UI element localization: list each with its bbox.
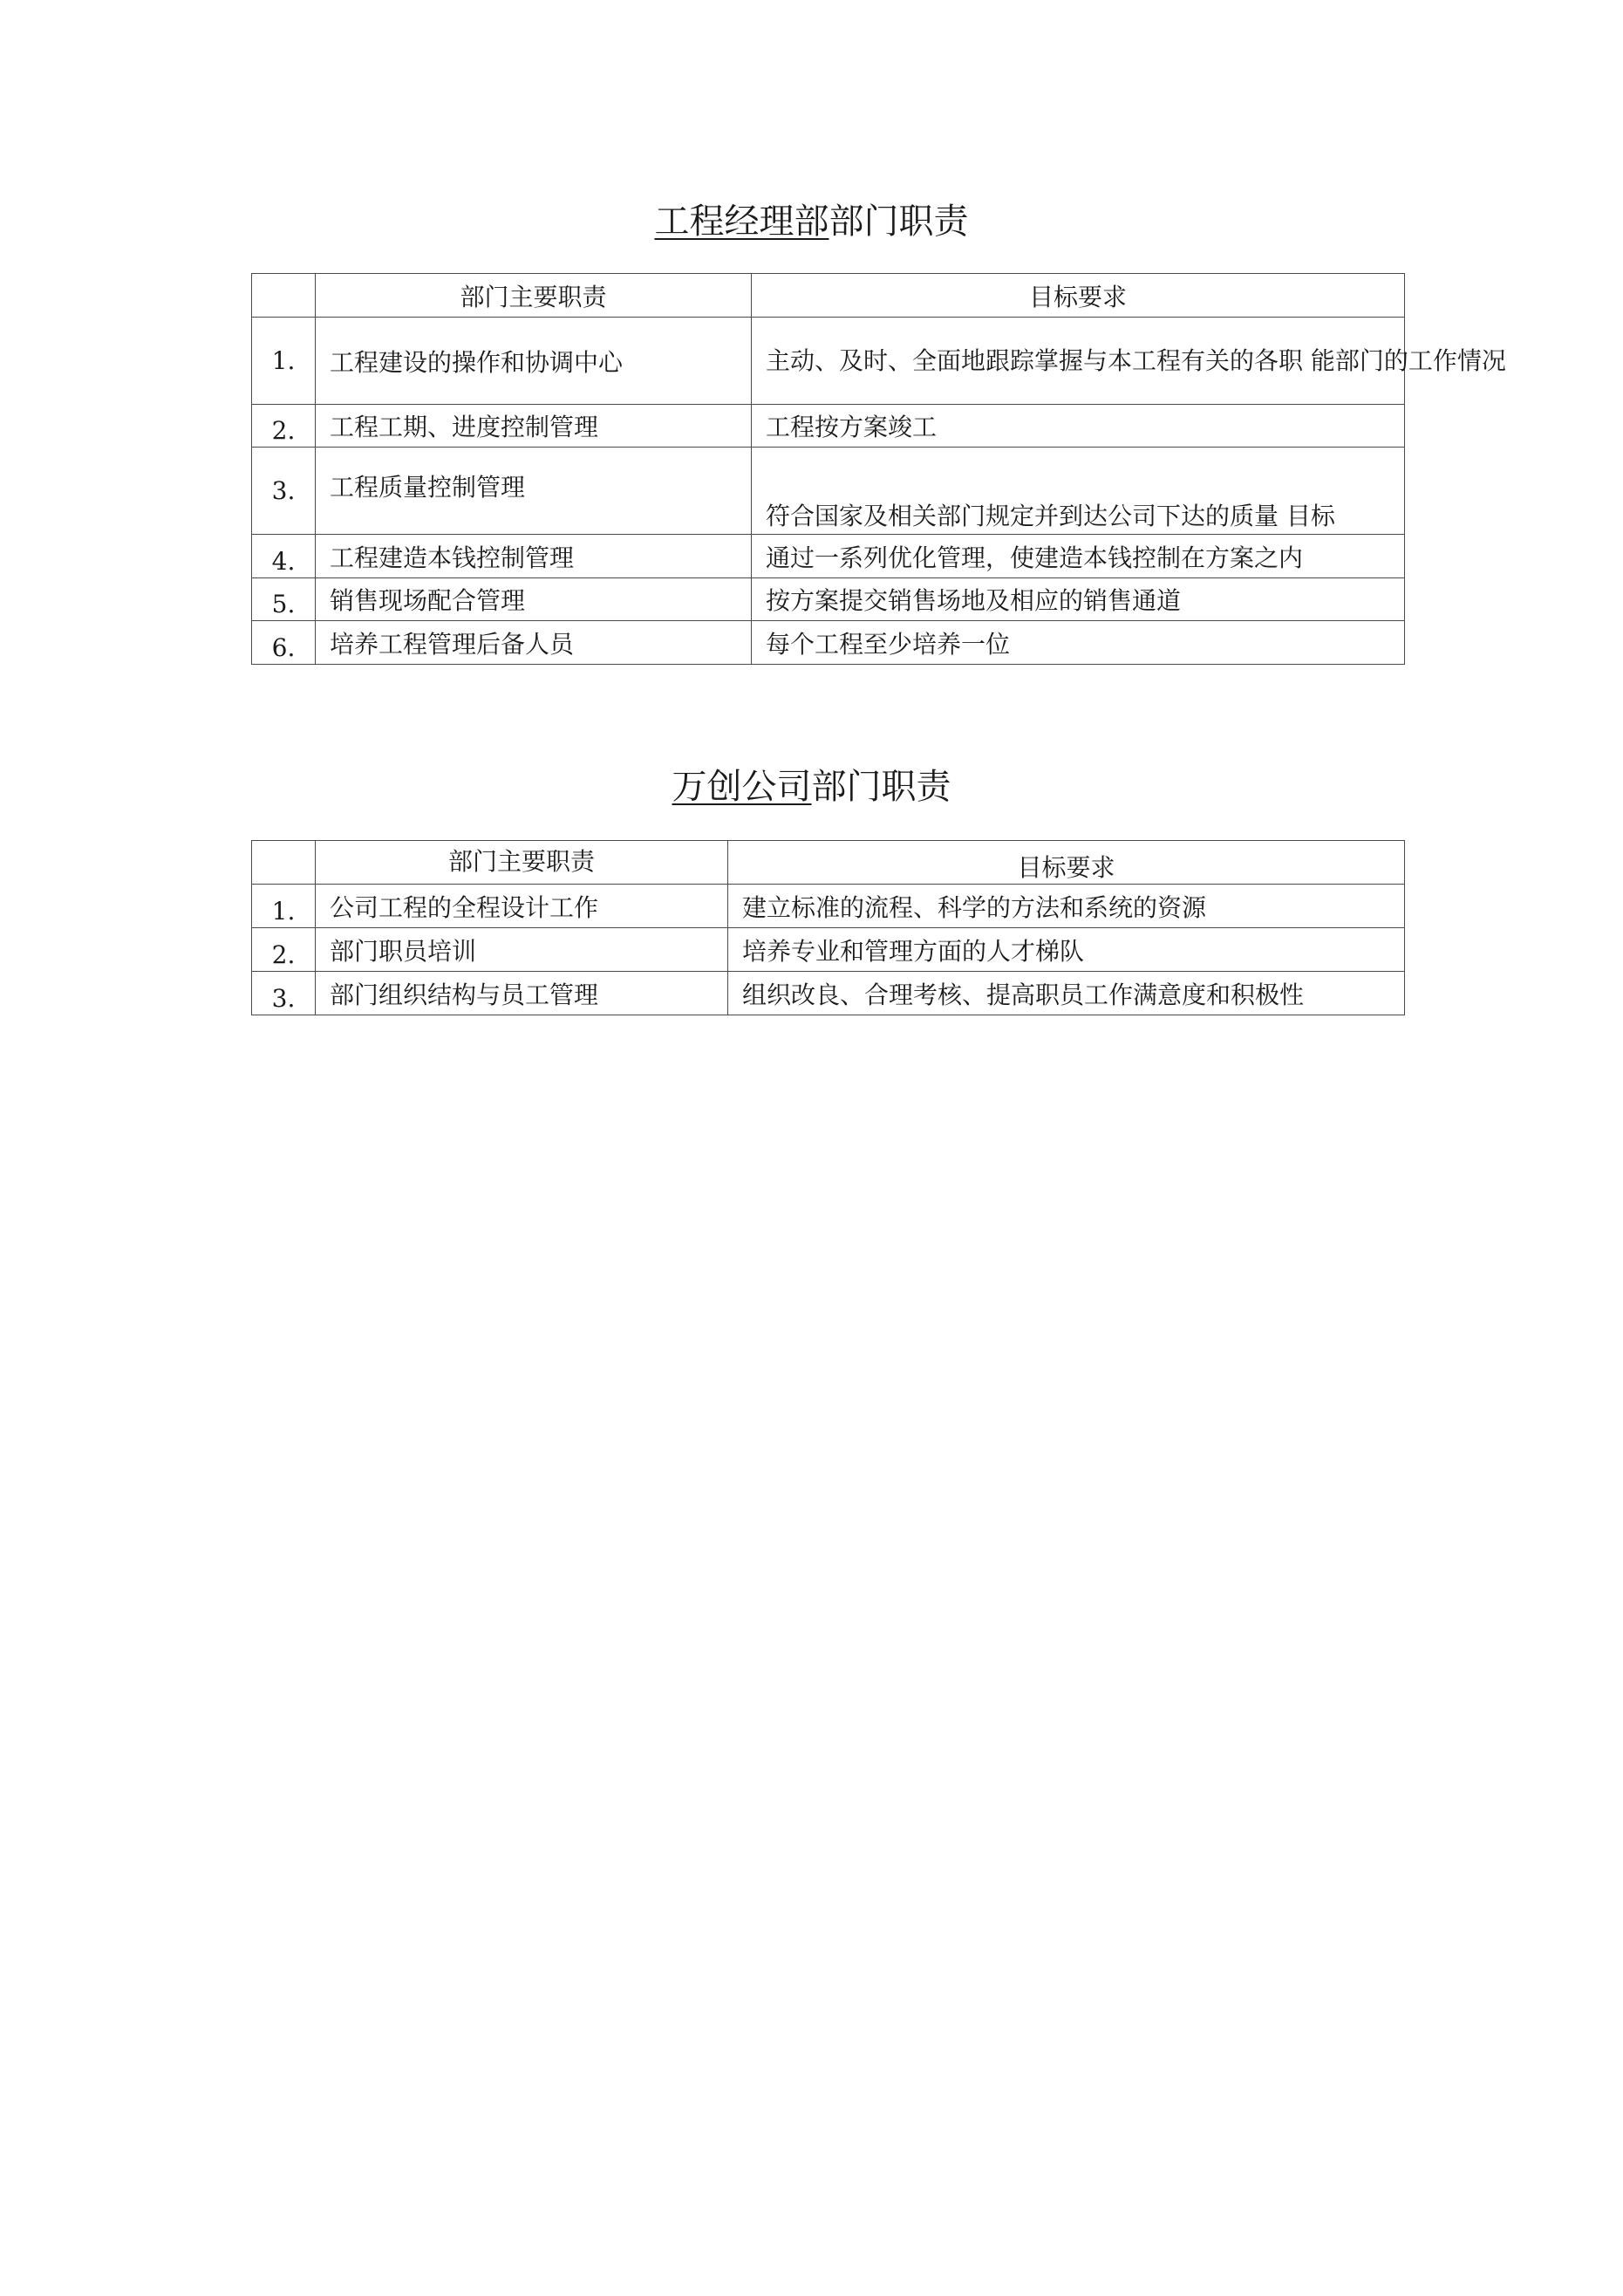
row-num: 1.	[252, 885, 316, 928]
row-goal: 每个工程至少培养一位	[752, 621, 1405, 665]
row-duty: 部门组织结构与员工管理	[316, 972, 728, 1015]
table-row	[252, 405, 1405, 448]
row-duty: 工程质量控制管理	[316, 448, 752, 535]
header-goal: 目标要求	[728, 841, 1405, 885]
section1-title-underlined: 工程经理部	[654, 202, 829, 242]
table-header-row	[252, 274, 1405, 318]
row-goal: 建立标准的流程、科学的方法和系统的资源	[728, 885, 1405, 928]
header-goal: 目标要求	[752, 274, 1405, 318]
section2-duty-table	[251, 840, 1405, 1015]
row-duty: 培养工程管理后备人员	[316, 621, 752, 665]
section2-title-underlined: 万创公司	[672, 767, 812, 807]
row-num: 3.	[252, 448, 316, 535]
table-row	[252, 448, 1405, 535]
section1-title-rest: 部门职责	[829, 202, 969, 242]
row-num: 5.	[252, 578, 316, 621]
row-goal: 培养专业和管理方面的人才梯队	[728, 928, 1405, 972]
section2-title	[0, 764, 1623, 810]
row-duty: 销售现场配合管理	[316, 578, 752, 621]
table-row	[252, 535, 1405, 578]
table-row	[252, 318, 1405, 405]
table-row	[252, 578, 1405, 621]
header-duty: 部门主要职责	[316, 841, 728, 885]
row-num: 6.	[252, 621, 316, 665]
header-num	[252, 274, 316, 318]
section1-title	[0, 199, 1623, 244]
row-duty: 部门职员培训	[316, 928, 728, 972]
row-num: 1.	[252, 318, 316, 405]
row-num: 3.	[252, 972, 316, 1015]
row-num: 2.	[252, 928, 316, 972]
header-num	[252, 841, 316, 885]
row-goal: 主动、及时、全面地跟踪掌握与本工程有关的各职 能部门的工作情况	[752, 318, 1405, 405]
row-duty: 工程建造本钱控制管理	[316, 535, 752, 578]
row-goal: 按方案提交销售场地及相应的销售通道	[752, 578, 1405, 621]
row-duty: 工程建设的操作和协调中心	[316, 318, 752, 405]
table-row	[252, 928, 1405, 972]
row-num: 4.	[252, 535, 316, 578]
table-header-row	[252, 841, 1405, 885]
section2-title-rest: 部门职责	[811, 767, 951, 807]
table-row	[252, 885, 1405, 928]
row-num: 2.	[252, 405, 316, 448]
row-duty: 公司工程的全程设计工作	[316, 885, 728, 928]
section1-duty-table	[251, 273, 1506, 665]
row-goal: 组织改良、合理考核、提高职员工作满意度和积极性	[728, 972, 1405, 1015]
row-goal: 符合国家及相关部门规定并到达公司下达的质量 目标	[752, 448, 1405, 535]
row-goal: 工程按方案竣工	[752, 405, 1405, 448]
table-row	[252, 972, 1405, 1015]
row-goal: 通过一系列优化管理，使建造本钱控制在方案之内	[752, 535, 1405, 578]
header-duty: 部门主要职责	[316, 274, 752, 318]
row-duty: 工程工期、进度控制管理	[316, 405, 752, 448]
table-row	[252, 621, 1405, 665]
